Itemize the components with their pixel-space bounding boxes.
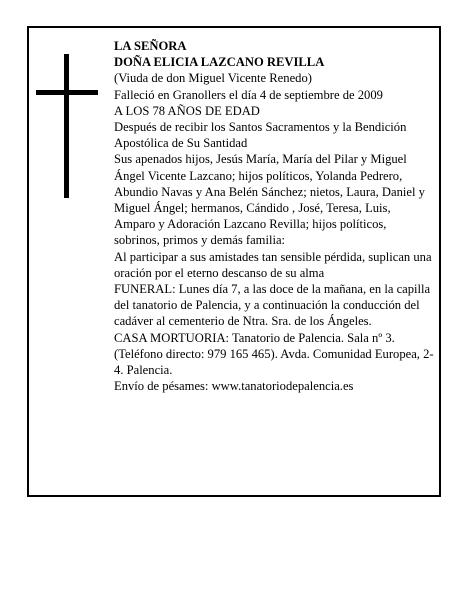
mortuary-info: CASA MORTUORIA: Tanatorio de Palencia. Sala nº 3. (Teléfono directo: 979 165 465). Avda. Comunidad Europea, 2-4. Palencia. xyxy=(114,330,434,378)
cross-horizontal-bar xyxy=(36,90,98,95)
cross-vertical-bar xyxy=(64,54,69,198)
condolences-link: Envío de pésames: www.tanatoriodepalencia.es xyxy=(114,379,354,394)
death-date: Falleció en Granollers el día 4 de septiembre de 2009 xyxy=(114,87,383,102)
title-line: LA SEÑORA xyxy=(114,39,187,53)
deceased-name: DOÑA ELICIA LAZCANO REVILLA xyxy=(114,55,325,70)
funeral-info: FUNERAL: Lunes día 7, a las doce de la mañana, en la capilla del tanatorio de Palencia, y a continuación la conducción del cadáver al cementerio de Ntra. Sra. de los Ángeles. xyxy=(114,282,431,329)
sacraments-line: Después de recibir los Santos Sacramentos y la Bendición Apostólica de Su Santidad xyxy=(114,120,407,151)
cross-icon xyxy=(36,54,98,198)
widow-note: (Viuda de don Miguel Vicente Renedo) xyxy=(114,71,312,86)
family-paragraph: Sus apenados hijos, Jesús María, María del Pilar y Miguel Ángel Vicente Lazcano; hijos políticos, Yolanda Pedrero, Abundio Navas y Ana Belén Sánchez; nietos, Laura, Daniel y Miguel Ángel; hermanos, Cándido , José, Teresa, Luis, Amparo y Adoración Lazcano Revilla; hijos políticos, sobrinos, primos y demás familia: xyxy=(114,152,425,248)
prayer-request: Al participar a sus amistades tan sensible pérdida, suplican una oración por el eterno descanso de su alma xyxy=(114,249,432,280)
age-line: A LOS 78 AÑOS DE EDAD xyxy=(114,103,260,118)
notice-text xyxy=(114,38,434,394)
